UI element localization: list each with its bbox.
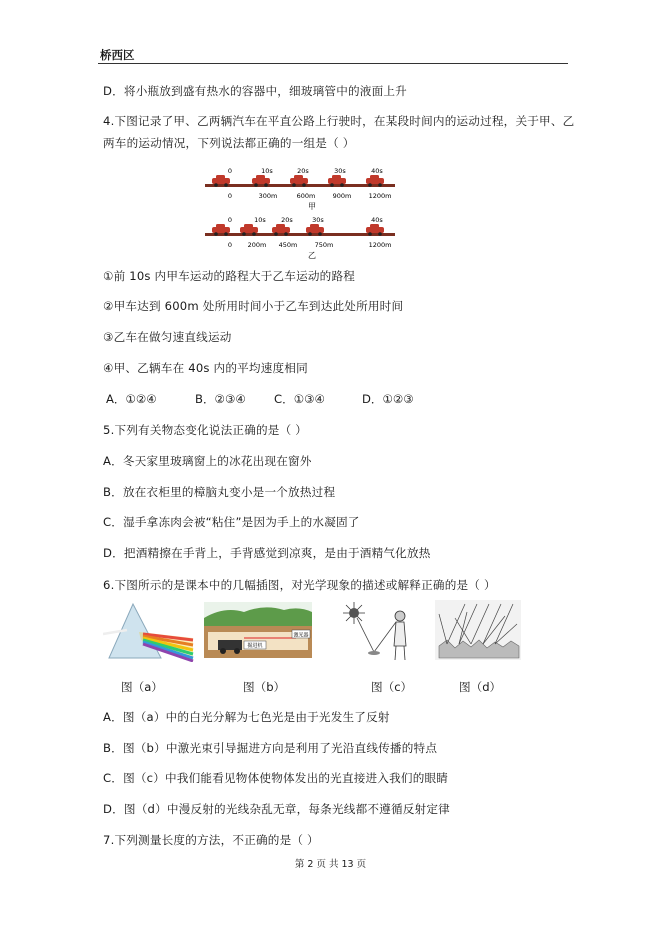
page-footer: 第 2 页 共 13 页 <box>294 859 367 870</box>
q5-option-d: D．把酒精擦在手背上，手背感觉到凉爽，是由于酒精气化放热 <box>103 546 431 560</box>
jia-distance-label: 1200m <box>368 192 392 200</box>
jia-distance-label: 600m <box>296 192 316 200</box>
header-rule <box>98 63 568 64</box>
q4-option-a: A．①②④ <box>106 392 157 406</box>
q5-option-a: A．冬天家里玻璃窗上的冰花出现在窗外 <box>103 454 312 468</box>
jia-time-label: 10s <box>261 167 273 175</box>
yi-time-label: 30s <box>312 216 324 224</box>
q6-stem: 6.下图所示的是课本中的几幅插图，对光学现象的描述或解释正确的是（ ） <box>103 578 496 592</box>
q4-car-motion-figure <box>200 160 400 260</box>
q5-option-c: C．湿手拿冻肉会被“粘住”是因为手上的水凝固了 <box>103 515 360 529</box>
q4-statement-3: ③乙车在做匀速直线运动 <box>103 330 232 344</box>
jia-distance-labels <box>228 192 392 200</box>
q4-option-b: B．②③④ <box>195 392 246 406</box>
yi-distance-label: 750m <box>314 241 334 249</box>
jia-time-label: 20s <box>297 167 309 175</box>
q4-stem-line2: 两车的运动情况，下列说法都正确的一组是（ ） <box>103 136 355 150</box>
yi-time-label: 20s <box>281 216 293 224</box>
yi-road <box>205 233 395 236</box>
header-title: 桥西区 <box>100 48 135 62</box>
q5-option-b: B．放在衣柜里的樟脑丸变小是一个放热过程 <box>103 485 336 499</box>
jia-distance-label: 900m <box>332 192 352 200</box>
q4-option-d: D．①②③ <box>362 392 414 406</box>
yi-distance-label: 0 <box>227 241 233 249</box>
figure-c-seeing-light <box>340 600 418 662</box>
q4-stem-line1: 4.下图记录了甲、乙两辆汽车在平直公路上行驶时，在某段时间内的运动过程，关于甲、乙 <box>103 114 575 128</box>
q4-statement-4: ④甲、乙辆车在 40s 内的平均速度相同 <box>103 361 308 375</box>
q4-statement-2: ②甲车达到 600m 处所用时间小于乙车到达此处所用时间 <box>103 299 404 313</box>
yi-time-label: 40s <box>371 216 383 224</box>
jia-time-label: 0 <box>227 167 233 175</box>
q6-option-d: D．图（d）中漫反射的光线杂乱无章，每条光线都不遵循反射定律 <box>103 802 450 816</box>
q6-option-a: A．图（a）中的白光分解为七色光是由于光发生了反射 <box>103 710 390 724</box>
yi-label: 乙 <box>308 251 316 260</box>
jia-distance-label: 300m <box>258 192 278 200</box>
caption-a: 图（a） <box>121 680 163 694</box>
jia-road <box>205 184 395 187</box>
q5-stem: 5.下列有关物态变化说法正确的是（ ） <box>103 423 308 437</box>
yi-distance-label: 1200m <box>368 241 392 249</box>
q6-option-b: B．图（b）中激光束引导掘进方向是利用了光沿直线传播的特点 <box>103 741 438 755</box>
jia-time-label: 30s <box>334 167 346 175</box>
jia-time-labels <box>228 167 384 175</box>
jia-time-label: 40s <box>371 167 383 175</box>
q3-option-d: D．将小瓶放到盛有热水的容器中，细玻璃管中的液面上升 <box>103 84 407 98</box>
yi-time-label: 0 <box>227 216 233 224</box>
q7-stem: 7.下列测量长度的方法，不正确的是（ ） <box>103 833 319 847</box>
yi-distance-label: 450m <box>278 241 298 249</box>
figure-a-prism <box>103 600 195 662</box>
q4-statement-1: ①前 10s 内甲车运动的路程大于乙车运动的路程 <box>103 269 356 283</box>
yi-distance-label: 200m <box>247 241 267 249</box>
yi-time-label: 10s <box>254 216 266 224</box>
caption-b: 图（b） <box>243 680 286 694</box>
yi-distance-labels <box>228 241 392 249</box>
caption-c: 图（c） <box>371 680 413 694</box>
q6-option-c: C．图（c）中我们能看见物体使物体发出的光直接进入我们的眼睛 <box>103 771 449 785</box>
figure-b-tunnel-laser <box>204 602 312 658</box>
jia-label: 甲 <box>308 202 316 211</box>
laser-label: 激光器 <box>293 632 309 639</box>
q4-option-c: C．①③④ <box>274 392 325 406</box>
jia-distance-label: 0 <box>227 192 233 200</box>
machine-label: 掘进机 <box>247 643 263 649</box>
caption-d: 图（d） <box>459 680 502 694</box>
figure-d-diffuse-reflection <box>435 600 521 660</box>
yi-time-labels <box>228 216 384 224</box>
